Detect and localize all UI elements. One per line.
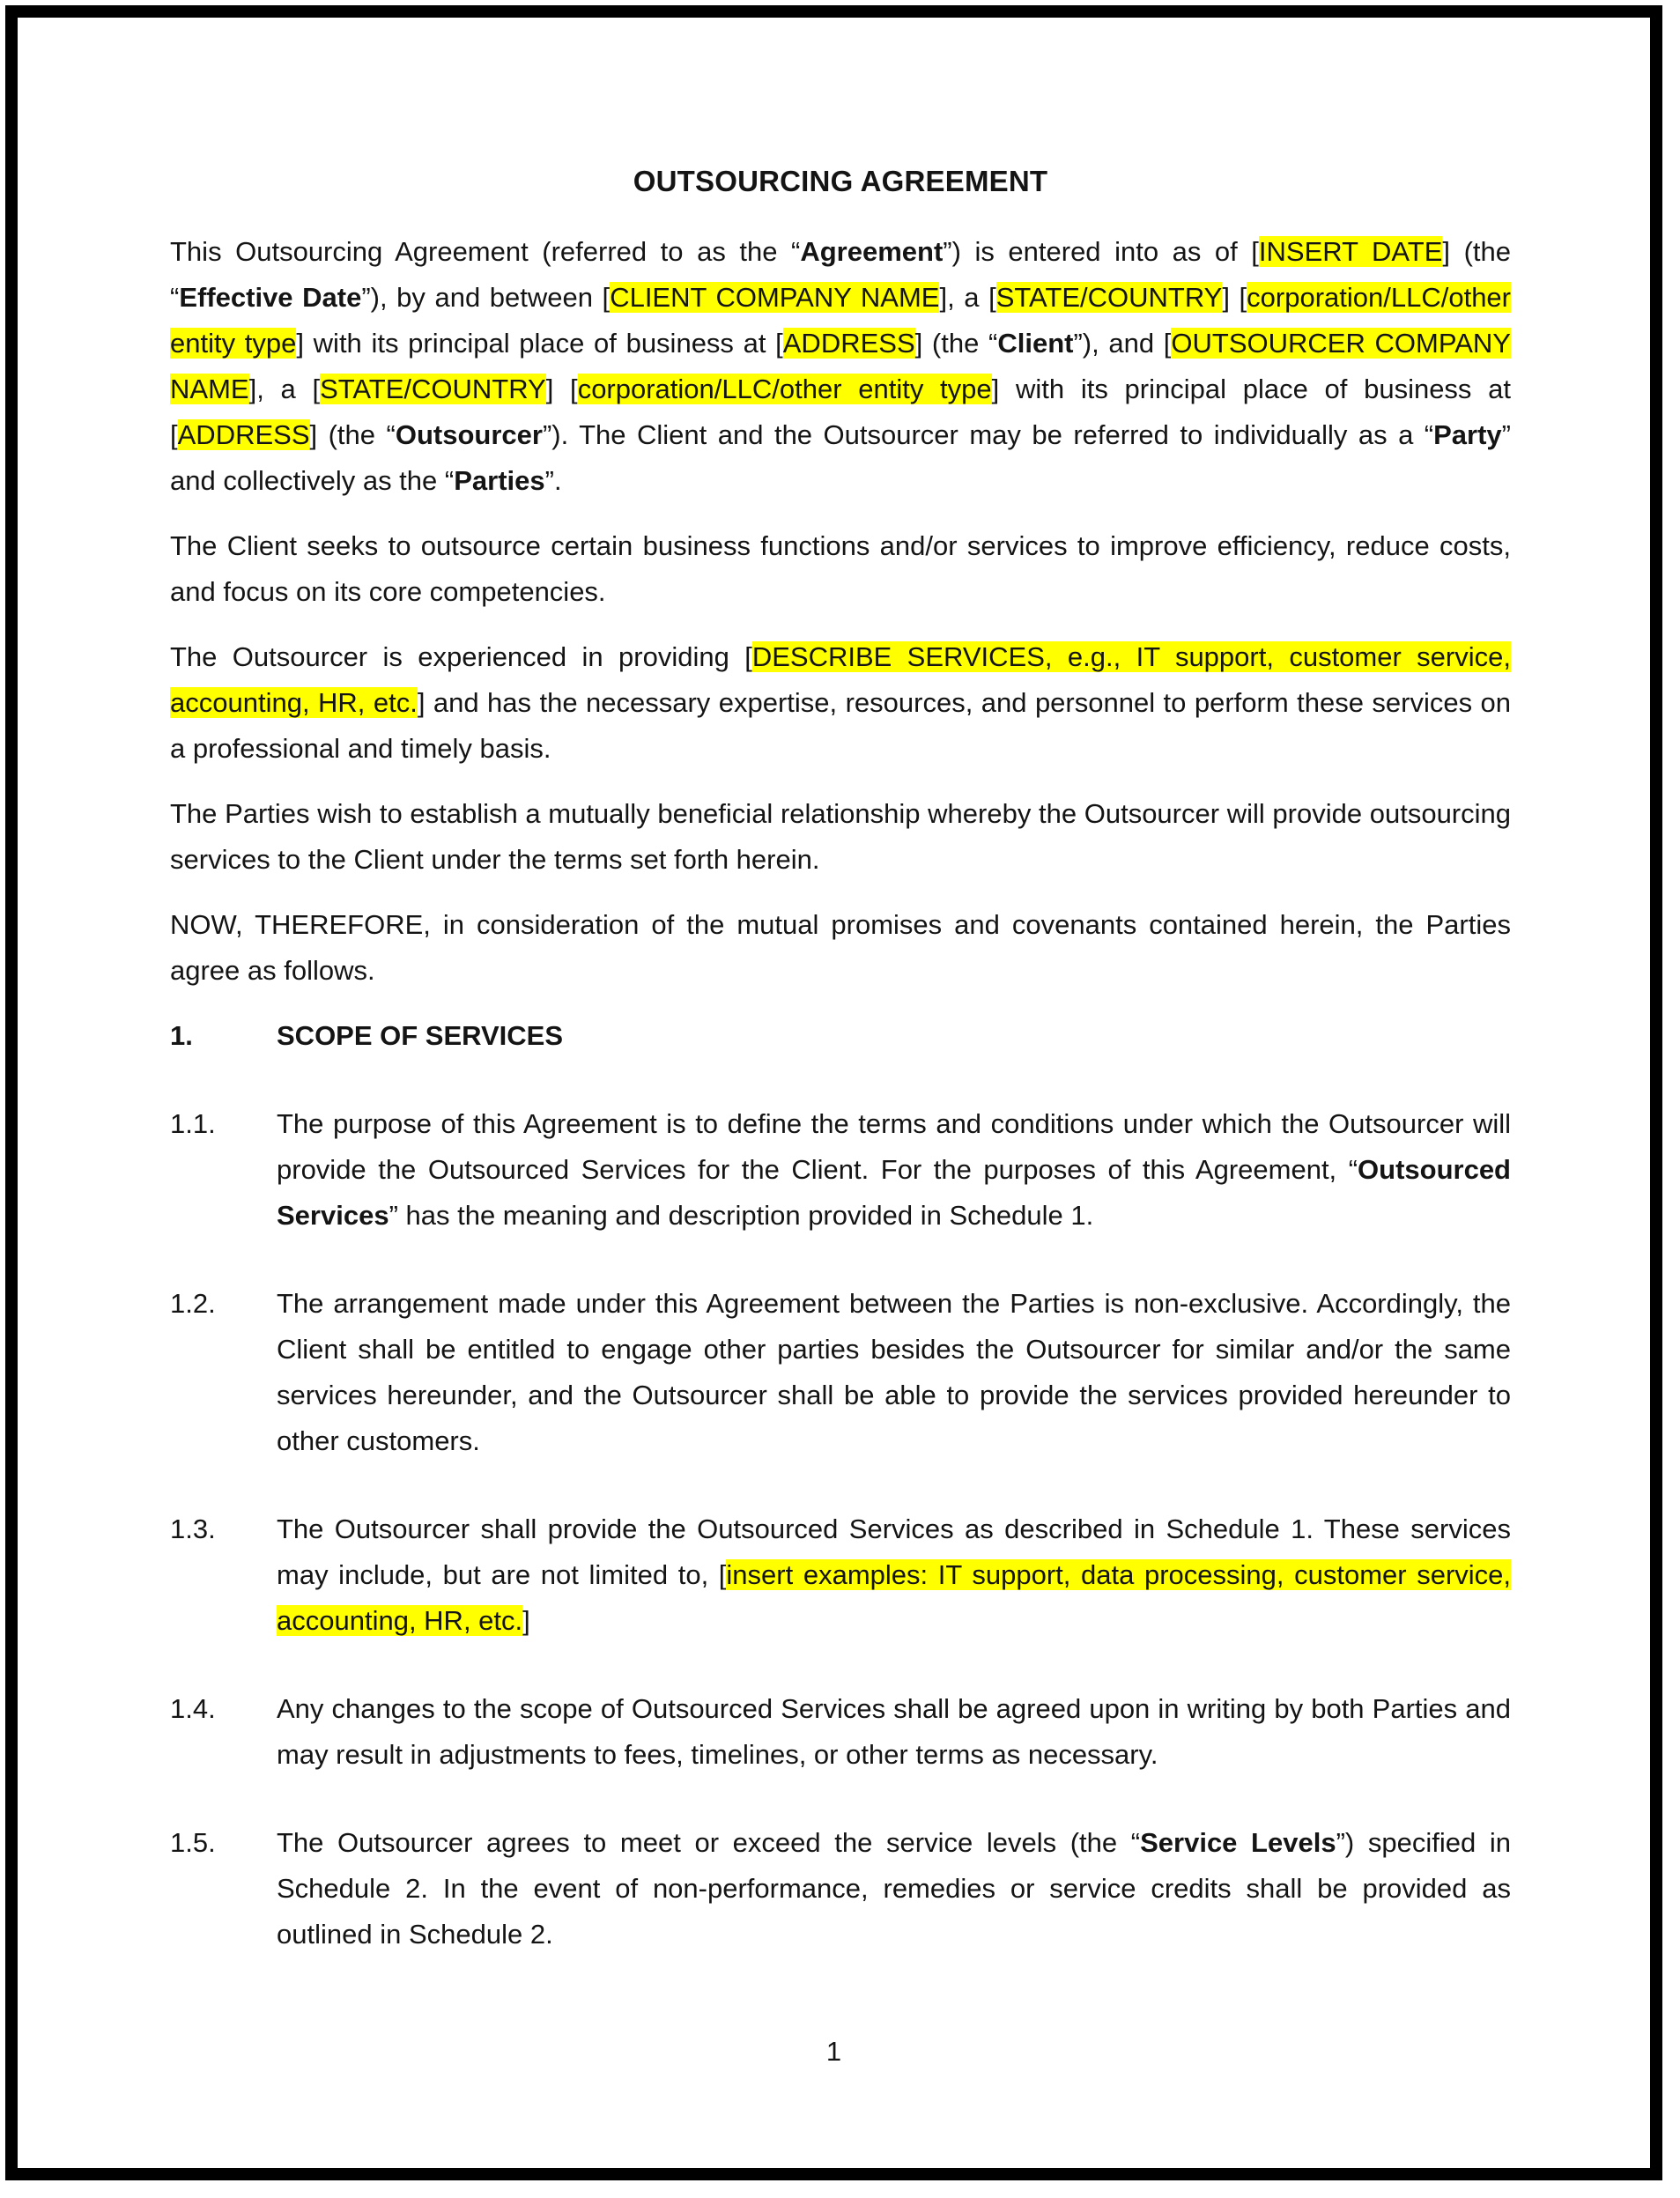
- recital-relationship-paragraph: [170, 791, 1511, 883]
- text-run: The Outsourcer agrees to meet or exceed the service levels (the “: [277, 1827, 1141, 1858]
- text-run: ]: [522, 1605, 530, 1636]
- text-run: ” has the meaning and description provided in Schedule 1.: [389, 1200, 1094, 1231]
- text-run: This Outsourcing Agreement (referred to as the “: [170, 236, 801, 267]
- text-run: ] (the “: [170, 236, 1511, 313]
- section-number: 1.: [170, 1020, 193, 1051]
- defined-term: Service Levels: [1140, 1827, 1336, 1858]
- text-run: Any changes to the scope of Outsourced Services shall be agreed upon in writing by both Parties and may result in adjustments to fees, timelines, or other terms as necessary.: [277, 1693, 1511, 1770]
- clause-number: 1.1.: [170, 1108, 216, 1139]
- clause-1-1: [170, 1101, 1511, 1239]
- text-run: ”), and [: [1073, 328, 1172, 359]
- placeholder-highlight: ADDRESS: [782, 328, 915, 359]
- recital-outsourcer-paragraph: [170, 634, 1511, 772]
- text-run: ”) is entered into as of [: [943, 236, 1259, 267]
- text-run: NOW, THEREFORE, in consideration of the mutual promises and covenants contained herein, the Parties agree as follows.: [170, 909, 1511, 986]
- document-page: [5, 5, 1662, 2180]
- document-title: OUTSOURCING AGREEMENT: [633, 165, 1048, 197]
- section-title: SCOPE OF SERVICES: [277, 1020, 564, 1051]
- placeholder-highlight: DESCRIBE SERVICES, e.g., IT support, customer service, accounting, HR, etc.: [170, 641, 1511, 718]
- text-run: ], a [: [939, 282, 996, 313]
- placeholder-highlight: STATE/COUNTRY: [320, 374, 546, 404]
- placeholder-highlight: STATE/COUNTRY: [995, 282, 1223, 313]
- clause-1-5: [170, 1820, 1511, 1957]
- clause-text: [277, 1820, 1511, 1957]
- defined-term: Outsourced Services: [277, 1154, 1511, 1231]
- defined-term: Parties: [454, 465, 545, 496]
- text-run: ] [: [1222, 282, 1247, 313]
- clause-text: [277, 1686, 1511, 1778]
- text-run: ] with its principal place of business at [: [296, 328, 783, 359]
- text-run: ”). The Client and the Outsourcer may be referred to individually as a “: [542, 419, 1434, 450]
- clause-number: 1.4.: [170, 1693, 216, 1724]
- clause-text: [277, 1101, 1511, 1239]
- intro-paragraph: [170, 229, 1511, 504]
- text-run: The Outsourcer is experienced in providing [: [170, 641, 752, 672]
- defined-term: Effective Date: [179, 282, 362, 313]
- defined-term: Outsourcer: [395, 419, 543, 450]
- text-run: The Parties wish to establish a mutually beneficial relationship whereby the Outsourcer will provide outsourcing services to the Client under the terms set forth herein.: [170, 798, 1511, 875]
- placeholder-highlight: INSERT DATE: [1258, 236, 1443, 267]
- clause-number: 1.5.: [170, 1827, 216, 1858]
- clause-number: 1.3.: [170, 1513, 216, 1544]
- clause-1-4: [170, 1686, 1511, 1778]
- text-run: ”), by and between [: [361, 282, 611, 313]
- placeholder-highlight: OUTSOURCER COMPANY NAME: [170, 328, 1511, 404]
- placeholder-highlight: ADDRESS: [177, 419, 310, 450]
- text-run: ” and collectively as the “: [170, 419, 1511, 496]
- placeholder-highlight: insert examples: IT support, data processing, customer service, accounting, HR, etc.: [277, 1559, 1512, 1636]
- text-run: ] (the “: [914, 328, 998, 359]
- defined-term: Agreement: [800, 236, 944, 267]
- section-1-heading: [170, 1013, 1511, 1059]
- page-content: [18, 18, 1650, 2168]
- text-run: ] and has the necessary expertise, resources, and personnel to perform these services on a professional and timely basis.: [170, 687, 1512, 764]
- defined-term: Party: [1433, 419, 1502, 450]
- clause-1-2: [170, 1281, 1511, 1464]
- placeholder-highlight: corporation/LLC/other entity type: [170, 282, 1511, 359]
- text-run: The Outsourcer shall provide the Outsourced Services as described in Schedule 1. These services may include, but are not limited to, [: [277, 1513, 1511, 1590]
- placeholder-highlight: CLIENT COMPANY NAME: [610, 282, 940, 313]
- text-run: The Client seeks to outsource certain business functions and/or services to improve efficiency, reduce costs, and focus on its core competencies.: [170, 530, 1511, 607]
- text-run: ] [: [545, 374, 578, 404]
- clause-text: [277, 1281, 1511, 1464]
- clause-1-3: [170, 1506, 1511, 1644]
- defined-term: Client: [997, 328, 1074, 359]
- now-therefore-paragraph: [170, 902, 1511, 994]
- page-number: 1: [825, 2036, 842, 2067]
- text-run: ”) specified in Schedule 2. In the event of non-performance, remedies or service credits shall be provided as outlined in Schedule 2.: [277, 1827, 1511, 1950]
- text-run: ] with its principal place of business at [: [170, 374, 1512, 450]
- text-run: The purpose of this Agreement is to define the terms and conditions under which the Outsourcer will provide the Outsourced Services for the Client. For the purposes of this Agreement, “: [277, 1108, 1511, 1185]
- clause-number: 1.2.: [170, 1288, 216, 1319]
- text-run: ”.: [544, 465, 562, 496]
- recital-client-paragraph: [170, 523, 1511, 615]
- clause-text: [277, 1506, 1511, 1644]
- text-run: The arrangement made under this Agreement between the Parties is non-exclusive. Accordingly, the Client shall be entitled to engage other parties besides the Outsourcer for similar and/or the same services hereunder, and the Outsourcer shall be able to provide the services provided hereunder to other customers.: [277, 1288, 1511, 1456]
- placeholder-highlight: corporation/LLC/other entity type: [577, 374, 992, 404]
- text-run: ], a [: [248, 374, 321, 404]
- text-run: ] (the “: [309, 419, 396, 450]
